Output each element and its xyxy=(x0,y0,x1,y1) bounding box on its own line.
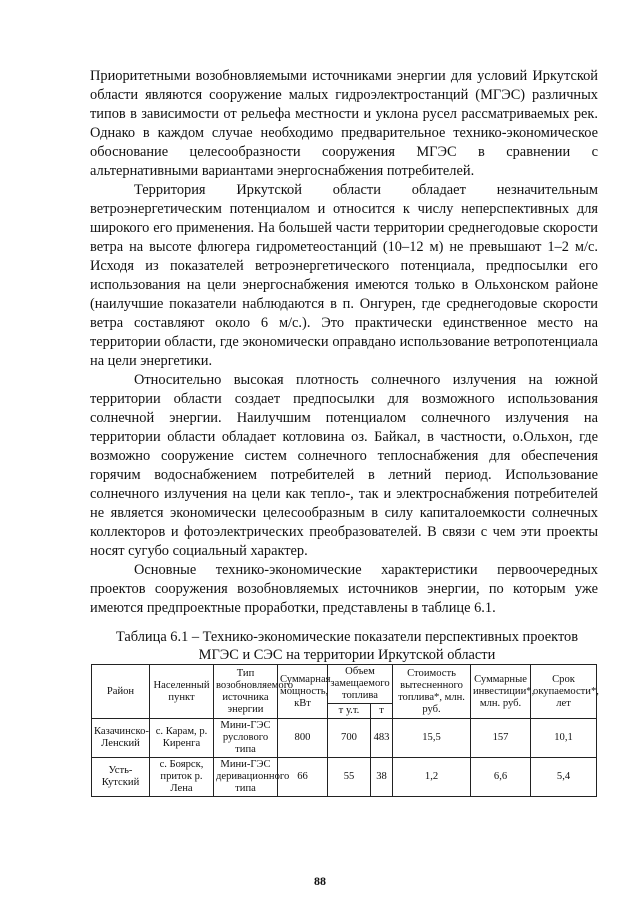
body-text xyxy=(90,67,598,618)
cell-capacity: 800 xyxy=(278,719,328,758)
cell-capacity: 66 xyxy=(278,758,328,797)
cell-invest: 157 xyxy=(471,719,531,758)
table-row xyxy=(92,758,597,797)
paragraph-1: Приоритетными возобновляемыми источниками энергии для условий Иркутской области являются сооружение малых гидроэлектростанций (МГЭС) различных типов в зависимости от рельефа местности и уклона русел рассматриваемых рек. Однако в каждом случае необходимо предварительное технико-экономическое обоснование целесообразности сооружения МГЭС в сравнении с альтернативными вариантами энергоснабжения потребителей. xyxy=(90,68,598,179)
cell-type: Мини-ГЭС деривационного типа xyxy=(214,758,278,797)
table-caption-line-1: Таблица 6.1 – Технико-экономические показатели перспективных проектов xyxy=(115,629,579,645)
paragraph-2: Территория Иркутской области обладает незначительным ветроэнергетическим потенциалом и относится к числу неперспективных для широкого его применения. На большей части территории среднегодовые скорости ветра на высоте флюгера гидрометеостанций (10–12 м) не превышают 1–2 м/с. Исходя из показателей ветроэнергетического потенциала, предпосылки его использования на цели энергоснабжения имеются только в Ольхонском районе (наилучшие показатели наблюдаются в п. Онгурен, где среднегодовые скорости ветра составляют около 6 м/с.). Это практически единственное место на территории области, где экономически оправдано использование ветропотенциала на цели энергетики. xyxy=(90,182,598,369)
cell-invest: 6,6 xyxy=(471,758,531,797)
header-fuel-t: т xyxy=(371,704,393,719)
cell-t: 483 xyxy=(371,719,393,758)
header-capacity: Суммарная мощность, кВт xyxy=(278,665,328,719)
header-fuel-volume: Объем замещаемого топлива xyxy=(328,665,393,704)
table-row xyxy=(92,719,597,758)
paragraph-3: Относительно высокая плотность солнечного излучения на южной территории области создает предпосылки для возможного использования солнечной энергии. Наилучшим потенциалом солнечного излучения на территории области обладает котловина оз. Байкал, в частности, о.Ольхон, где возможно сооружение систем солнечного теплоснабжения для обеспечения горячим водоснабжением потребителей в летний период. Использование солнечного излучения на цели как тепло-, так и электроснабжения потребителей не является экономически целесообразным в силу капиталоемкости солнечных коллекторов и фотоэлектрических преобразователей. В связи с чем эти проекты носят сугубо социальный характер. xyxy=(90,372,598,559)
header-settlement: Населенный пункт xyxy=(150,665,214,719)
header-fuel-tut: т у.т. xyxy=(328,704,371,719)
cell-t: 38 xyxy=(371,758,393,797)
header-payback: Срок окупаемости*, лет xyxy=(531,665,597,719)
cell-settlement: с. Боярск, приток р. Лена xyxy=(150,758,214,797)
header-region: Район xyxy=(92,665,150,719)
cell-region: Усть-Кутский xyxy=(92,758,150,797)
cell-tut: 55 xyxy=(328,758,371,797)
cell-type: Мини-ГЭС руслового типа xyxy=(214,719,278,758)
cell-region: Казачинско-Ленский xyxy=(92,719,150,758)
cell-tut: 700 xyxy=(328,719,371,758)
header-cost: Стоимость вытесненного топлива*, млн. руб. xyxy=(393,665,471,719)
table-header-row xyxy=(92,665,597,704)
data-table xyxy=(91,664,597,797)
cell-cost: 1,2 xyxy=(393,758,471,797)
cell-payback: 10,1 xyxy=(531,719,597,758)
table-caption-line-2: МГЭС и СЭС на территории Иркутской области xyxy=(198,647,496,663)
header-type: Тип возобновляемого источника энергии xyxy=(214,665,278,719)
header-investments: Суммарные инвестиции*, млн. руб. xyxy=(471,665,531,719)
cell-cost: 15,5 xyxy=(393,719,471,758)
cell-payback: 5,4 xyxy=(531,758,597,797)
paragraph-4: Основные технико-экономические характеристики первоочередных проектов сооружения возобновляемых источников энергии, по которым уже имеются предпроектные проработки, представлены в таблице 6.1. xyxy=(90,562,598,616)
page-number: 88 xyxy=(314,874,326,888)
cell-settlement: с. Карам, р. Киренга xyxy=(150,719,214,758)
table-caption xyxy=(96,628,598,664)
